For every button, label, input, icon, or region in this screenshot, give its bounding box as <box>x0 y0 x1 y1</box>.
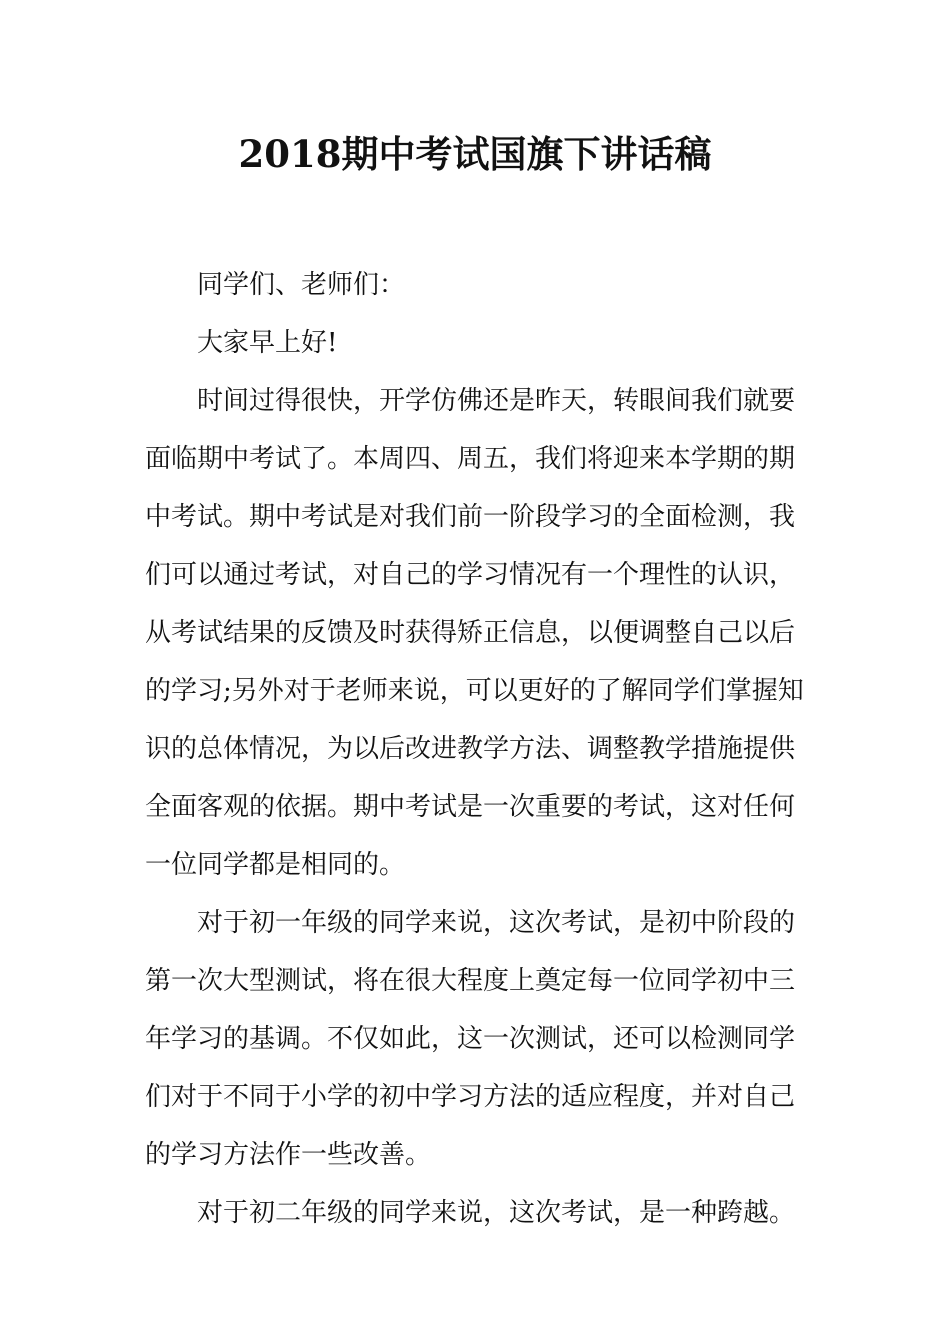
paragraph-exam-intro <box>145 372 807 894</box>
text-line: 们可以通过考试，对自己的学习情况有一个理性的认识， <box>145 560 796 590</box>
document-title: 2018期中考试国旗下讲话稿 <box>238 132 712 176</box>
text-line: 全面客观的依据。期中考试是一次重要的考试，这对任何 <box>145 792 796 822</box>
text-line: 第一次大型测试，将在很大程度上奠定每一位同学初中三 <box>145 966 796 996</box>
text-line: 中考试。期中考试是对我们前一阶段学习的全面检测，我 <box>145 502 796 532</box>
document-body <box>145 256 807 1242</box>
text-line: 的学习;另外对于老师来说，可以更好的了解同学们掌握知 <box>145 676 804 706</box>
text-line: 识的总体情况，为以后改进教学方法、调整教学措施提供 <box>145 734 796 764</box>
paragraph-grade-one <box>145 894 807 1184</box>
text-line: 时间过得很快，开学仿佛还是昨天，转眼间我们就要 <box>197 386 796 416</box>
paragraph-grade-two <box>145 1184 807 1242</box>
text-line: 对于初一年级的同学来说，这次考试，是初中阶段的 <box>197 908 796 938</box>
text-line: 年学习的基调。不仅如此，这一次测试，还可以检测同学 <box>145 1024 796 1054</box>
text-line: 的学习方法作一些改善。 <box>145 1140 432 1170</box>
text-line: 对于初二年级的同学来说，这次考试，是一种跨越。 <box>197 1198 796 1228</box>
text-line: 一位同学都是相同的。 <box>145 850 406 880</box>
text-line: 们对于不同于小学的初中学习方法的适应程度，并对自己 <box>145 1082 796 1112</box>
text-line: 从考试结果的反馈及时获得矫正信息，以便调整自己以后 <box>145 618 796 648</box>
text-line: 同学们、老师们： <box>197 270 406 300</box>
paragraph-greeting <box>145 256 807 314</box>
text-line: 大家早上好! <box>197 328 338 358</box>
paragraph-good-morning <box>145 314 807 372</box>
text-line: 面临期中考试了。本周四、周五，我们将迎来本学期的期 <box>145 444 796 474</box>
